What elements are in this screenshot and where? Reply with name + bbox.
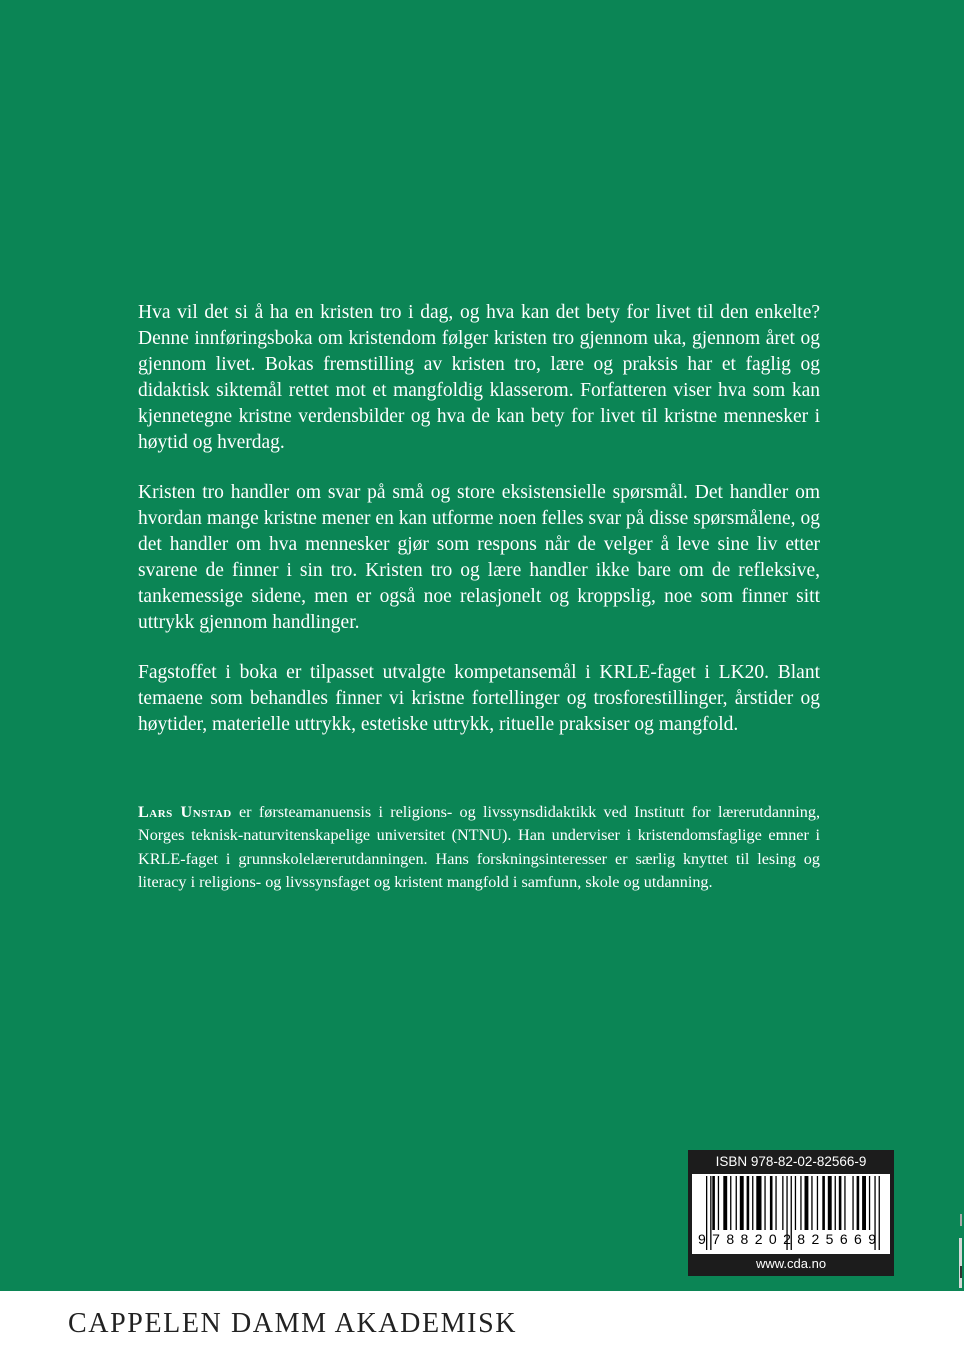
barcode (692, 1174, 890, 1254)
barcode-bar (811, 1176, 812, 1230)
barcode-bar (736, 1176, 737, 1230)
barcode-bar (718, 1176, 719, 1230)
author-bio-text: er førsteamanuensis i religions- og livssynsdidaktikk ved Institutt for lærerutdanning, Norges teknisk-naturvitenskapelige universitet (NTNU). Han underviser i kristendomsfaglige emner i KRLE-faget i grunnskolelærerutdanningen. Hans forskningsinteresser er særlig knyttet til lesing og literacy i religions- og livssynsfaget og kristent mangfold i samfunn, skole og utdanning. (138, 803, 820, 891)
barcode-bar (822, 1176, 825, 1230)
barcode-bar (839, 1176, 842, 1230)
barcode-bar (869, 1176, 870, 1230)
author-name: Lars Unstad (138, 803, 232, 821)
publisher-logo: CAPPELEN DAMM AKADEMISK (68, 1308, 518, 1339)
barcode-bar (828, 1176, 832, 1230)
barcode-bar (857, 1176, 860, 1230)
isbn-barcode-box (688, 1150, 894, 1276)
blurb-paragraph-2: Kristen tro handler om svar på små og store eksistensielle spørsmål. Det handler om hvordan mange kristne mener en kan utforme noen felles svar på disse spørsmålene, og det handler om hva mennesker gjør som respons når de velger å leve sine liv etter svarene de finner i sin tro. Kristen tro og lære handler ikke bare om de refleksive, tankemessige sidene, men er også noe relasjonelt og kroppslig, noe som finner sitt uttrykk gjennom handlinger. (138, 482, 820, 633)
barcode-bar (730, 1176, 731, 1230)
barcode-bar (740, 1176, 744, 1230)
blurb (138, 300, 820, 762)
edge-marks (954, 1208, 964, 1288)
barcode-bar (862, 1176, 866, 1230)
barcode-bar (752, 1176, 753, 1230)
barcode-bar (756, 1176, 761, 1230)
barcode-bar (795, 1176, 796, 1230)
barcode-bar (782, 1176, 783, 1230)
author-bio (138, 801, 820, 894)
barcode-bar (723, 1176, 727, 1230)
blurb-paragraph-3: Fagstoffet i boka er tilpasset utvalgte kompetansemål i KRLE-faget i LK20. Blant temaene som behandles finner vi kristne fortellinger og trosforestillinger, årstider og høytider, materielle uttrykk, estetiske uttrykk, rituelle praksiser og mangfold. (138, 662, 820, 735)
barcode-bar (835, 1176, 836, 1230)
barcode-bar (805, 1176, 809, 1230)
barcode-bar (800, 1176, 801, 1230)
barcode-bar (770, 1176, 773, 1230)
barcode-digits: 9788202825669 (698, 1231, 883, 1247)
website: www.cda.no (755, 1256, 827, 1271)
isbn-label: ISBN 978-82-02-82566-9 (715, 1154, 867, 1169)
blurb-paragraph-1: Hva vil det si å ha en kristen tro i dag, og hva kan det bety for livet til den enkelte? Denne innføringsboka om kristendom følger kristen tro gjennom uka, gjennom året og gjennom livet. Bokas fremstilling av kristen tro, lære og praksis har et faglig og didaktisk siktemål rettet mot et mangfoldig klasserom. Forfatteren viser hva som kan kjennetegne kristne verdensbilder og hva de kan bety for livet til kristne mennesker i høytid og hverdag. (138, 302, 820, 453)
barcode-bar (712, 1176, 715, 1230)
barcode-bar (764, 1176, 765, 1230)
barcode-bar (817, 1176, 818, 1230)
barcode-bar (747, 1176, 750, 1230)
barcode-bar (775, 1176, 776, 1230)
barcode-bar (852, 1176, 853, 1230)
barcode-bar (844, 1176, 845, 1230)
